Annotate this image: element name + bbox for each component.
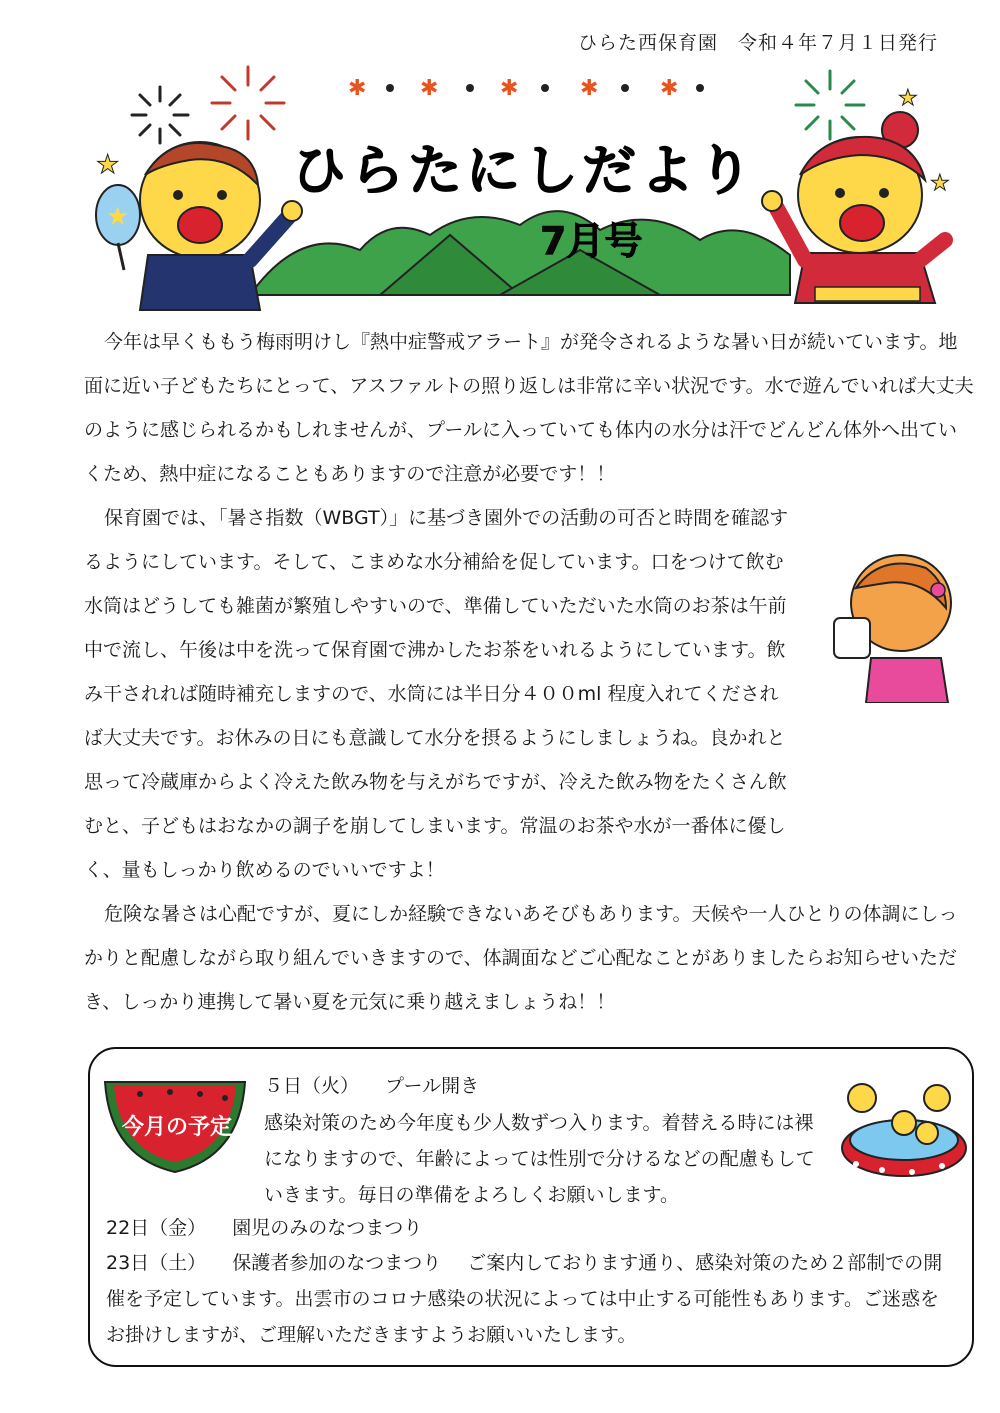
event-name: 保護者参加のなつまつり bbox=[232, 1252, 442, 1274]
event-name: プール開き bbox=[385, 1075, 480, 1097]
pool-illustration bbox=[832, 1068, 972, 1183]
girl-drinking-illustration bbox=[826, 548, 956, 703]
svg-text:★: ★ bbox=[106, 202, 130, 232]
event-description: 感染対策のため今年度も少人数ずつ入ります。着替える時には裸になりますので、年齢によっては性別で分けるなどの配慮もしていきます。毎日の準備をよろしくお願いします。 bbox=[264, 1112, 815, 1206]
svg-text:✱: ✱ bbox=[580, 76, 599, 101]
event-name: 園児のみのなつまつり bbox=[232, 1217, 423, 1239]
svg-text:✱: ✱ bbox=[500, 76, 519, 101]
schedule-label: 今月の予定 bbox=[122, 1115, 233, 1140]
newsletter-title: ひらたにしだより bbox=[292, 139, 756, 202]
star-icon: ★ bbox=[930, 171, 950, 196]
star-icon: ★ bbox=[96, 150, 120, 180]
event-pool-opening bbox=[264, 1068, 479, 1104]
event-date: 23日（土） bbox=[106, 1252, 207, 1274]
event-parents-festival bbox=[106, 1245, 956, 1353]
issue-line: ひらた西保育園 令和４年７月１日発行 bbox=[577, 32, 938, 54]
firework-icon bbox=[132, 67, 284, 143]
event-date: 22日（金） bbox=[106, 1217, 207, 1239]
watermelon-schedule-label bbox=[100, 1072, 250, 1177]
issue-number: 7月号 bbox=[540, 219, 643, 263]
star-icon: ★ bbox=[898, 86, 918, 111]
paragraph-heatstroke: 今年は早くももう梅雨明けし『熱中症警戒アラート』が発令されるような暑い日が続いています。地面に近い子どもたちにとって、アスファルトの照り返しは非常に辛い状況です。水で遊んでいれば大丈夫のように感じられるかもしれませんが、プールに入っていても体内の水分は汗でどんどん体外へ出ていくため、熱中症になることもありますので注意が必要です！！ bbox=[84, 331, 974, 485]
paragraph-hydration: 保育園では、「暑さ指数（WBGT）」に基づき園外での活動の可否と時間を確認するようにしています。そして、こまめな水分補給を促しています。口をつけて飲む水筒はどうしても雑菌が繁殖しやすいので、準備していただいた水筒のお茶は午前中で流し、午後は中を洗って保育園で沸かしたお茶をいれるようにしています。飲み干されれば随時補充しますので、水筒には半日分４００ml 程度入れてくだされば大丈夫です。お休みの日にも意識して水分を摂るようにしましょうね。良かれと思って冷蔵庫からよく冷えた飲み物を与えがちですが、冷えた飲み物をたくさん飲むと、子どもはおなかの調子を崩してしまいます。常温のお茶や水が一番体に優しく、量もしっかり飲めるのでいいですよ！ bbox=[84, 507, 789, 881]
event-description: ご案内しております通り、感染対策のため２部制での開催を予定しています。出雲市のコロナ感染の状況によっては中止する可能性もあります。ご迷惑をお掛けしますが、ご理解いただきますようお願いいたします。 bbox=[106, 1252, 943, 1346]
svg-text:✱: ✱ bbox=[348, 76, 367, 101]
paragraph-summer-play: 危険な暑さは心配ですが、夏にしか経験できないあそびもあります。天候や一人ひとりの体調にしっかりと配慮しながら取り組んでいきますので、体調面などご心配なことがありましたらお知らせいただき、しっかり連携して暑い夏を元気に乗り越えましょうね！！ bbox=[84, 903, 958, 1013]
event-kids-festival bbox=[106, 1210, 422, 1246]
hills bbox=[250, 211, 790, 295]
svg-text:✱: ✱ bbox=[420, 76, 439, 101]
star-row bbox=[348, 76, 704, 101]
event-date: ５日（火） bbox=[264, 1075, 360, 1097]
firework-icon bbox=[796, 71, 864, 139]
svg-text:✱: ✱ bbox=[660, 76, 679, 101]
